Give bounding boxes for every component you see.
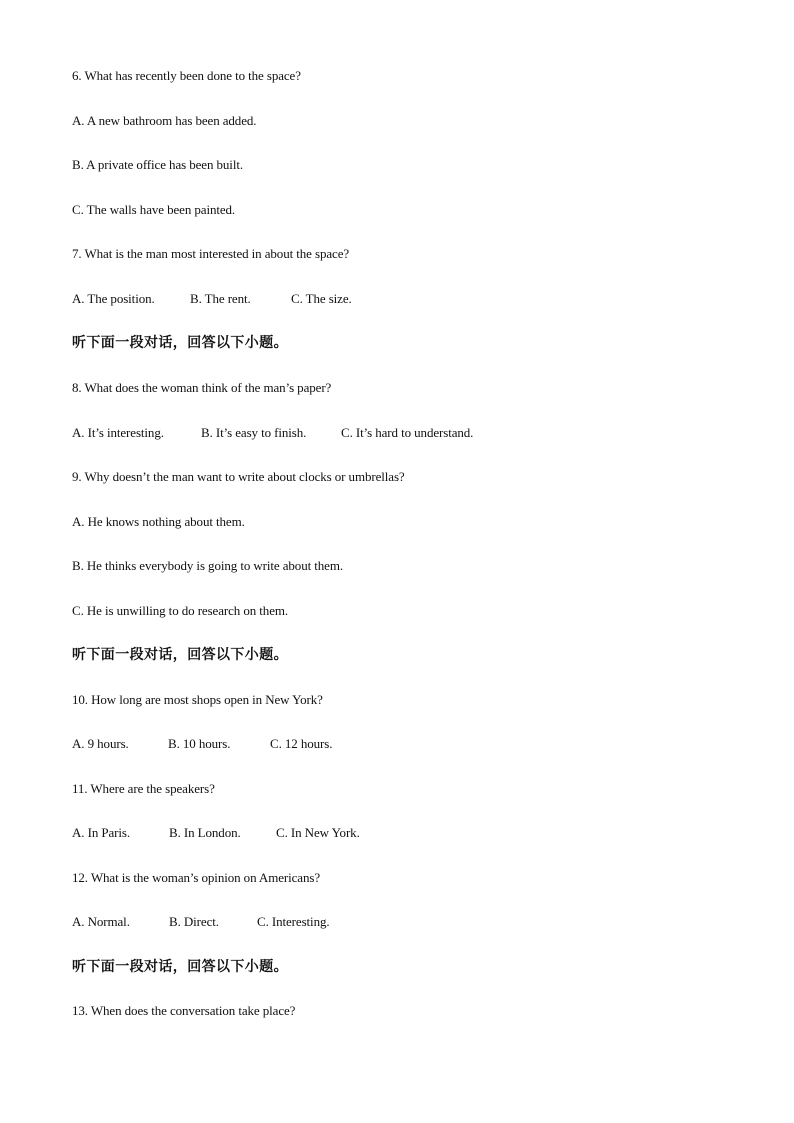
question-7-option-b: B. The rent.	[190, 291, 251, 306]
question-8-option-a: A. It’s interesting.	[72, 425, 164, 440]
question-12-option-c: C. Interesting.	[257, 914, 330, 929]
question-6: 6. What has recently been done to the space?	[72, 68, 301, 83]
question-9-option-b: B. He thinks everybody is going to write about them.	[72, 558, 344, 573]
question-10: 10. How long are most shops open in New York?	[72, 692, 323, 707]
question-12: 12. What is the woman’s opinion on Americans?	[72, 870, 320, 885]
question-12-options	[72, 914, 330, 930]
question-8: 8. What does the woman think of the man’s paper?	[72, 380, 332, 395]
question-6-option-a: A. A new bathroom has been added.	[72, 113, 257, 128]
question-6-option-c: C. The walls have been painted.	[72, 202, 236, 217]
section-heading: 听下面一段对话，回答以下小题。	[72, 647, 288, 663]
question-6-option-b: B. A private office has been built.	[72, 157, 243, 172]
question-13: 13. When does the conversation take place?	[72, 1003, 296, 1018]
question-10-option-b: B. 10 hours.	[168, 736, 231, 751]
question-7-options	[72, 291, 352, 307]
question-7-option-a: A. The position.	[72, 291, 155, 306]
question-9-option-c: C. He is unwilling to do research on them.	[72, 603, 289, 618]
question-9: 9. Why doesn’t the man want to write about clocks or umbrellas?	[72, 469, 405, 484]
question-7-option-c: C. The size.	[291, 291, 352, 306]
question-12-option-b: B. Direct.	[169, 914, 219, 929]
question-11-options	[72, 825, 360, 841]
question-8-option-c: C. It’s hard to understand.	[341, 425, 474, 440]
question-11-option-c: C. In New York.	[276, 825, 360, 840]
question-10-option-a: A. 9 hours.	[72, 736, 129, 751]
question-11-option-b: B. In London.	[169, 825, 241, 840]
question-12-option-a: A. Normal.	[72, 914, 130, 929]
section-heading: 听下面一段对话，回答以下小题。	[72, 959, 288, 975]
question-10-option-c: C. 12 hours.	[270, 736, 333, 751]
question-8-option-b: B. It’s easy to finish.	[201, 425, 307, 440]
question-11-option-a: A. In Paris.	[72, 825, 131, 840]
section-heading: 听下面一段对话，回答以下小题。	[72, 335, 288, 351]
question-9-option-a: A. He knows nothing about them.	[72, 514, 245, 529]
question-7: 7. What is the man most interested in about the space?	[72, 246, 350, 261]
question-10-options	[72, 736, 332, 752]
question-8-options	[72, 425, 473, 441]
question-11: 11. Where are the speakers?	[72, 781, 215, 796]
